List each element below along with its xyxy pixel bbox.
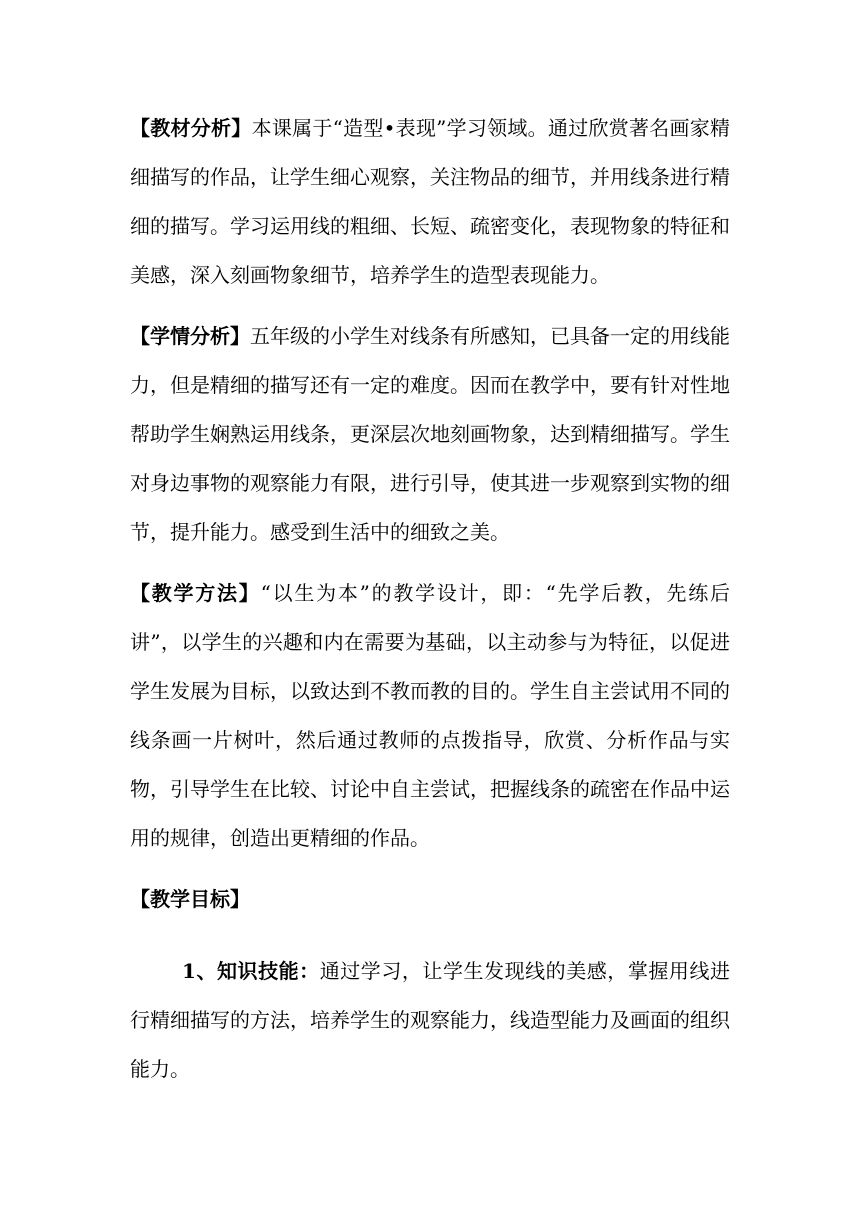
textbook-analysis-label: 【教材分析】 (130, 116, 252, 140)
teaching-method-label: 【教学方法】 (130, 581, 261, 605)
knowledge-skills-label: 1、知识技能： (182, 959, 320, 983)
textbook-analysis-paragraph (130, 104, 730, 300)
document-page (130, 104, 730, 1106)
learner-analysis-label: 【学情分析】 (130, 324, 250, 348)
knowledge-skills-paragraph (130, 947, 730, 1094)
teaching-method-paragraph (130, 569, 730, 863)
textbook-analysis-text: 本课属于“造型•表现”学习领域。通过欣赏著名画家精细描写的作品，让学生细心观察，关注物品的细节，并用线条进行精细的描写。学习运用线的粗细、长短、疏密变化，表现物象的特征和美感，深入刻画物象细节，培养学生的造型表现能力。 (130, 116, 731, 287)
learner-analysis-paragraph (130, 312, 730, 557)
teaching-method-text: “以生为本”的教学设计，即：“先学后教，先练后讲”，以学生的兴趣和内在需要为基础，以主动参与为特征，以促进学生发展为目标，以致达到不教而教的目的。学生自主尝试用不同的线条画一片树叶，然后通过教师的点拨指导，欣赏、分析作品与实物，引导学生在比较、讨论中自主尝试，把握线条的疏密在作品中运用的规律，创造出更精细的作品。 (130, 581, 730, 850)
learner-analysis-text: 五年级的小学生对线条有所感知，已具备一定的用线能力，但是精细的描写还有一定的难度。因而在教学中，要有针对性地帮助学生娴熟运用线条，更深层次地刻画物象，达到精细描写。学生对身边事物的观察能力有限，进行引导，使其进一步观察到实物的细节，提升能力。感受到生活中的细致之美。 (130, 324, 730, 544)
teaching-goals-heading (130, 875, 730, 924)
teaching-goals-label: 【教学目标】 (130, 887, 250, 911)
knowledge-skills-text: 通过学习，让学生发现线的美感，掌握用线进行精细描写的方法，培养学生的观察能力，线造型能力及画面的组织能力。 (130, 959, 731, 1081)
